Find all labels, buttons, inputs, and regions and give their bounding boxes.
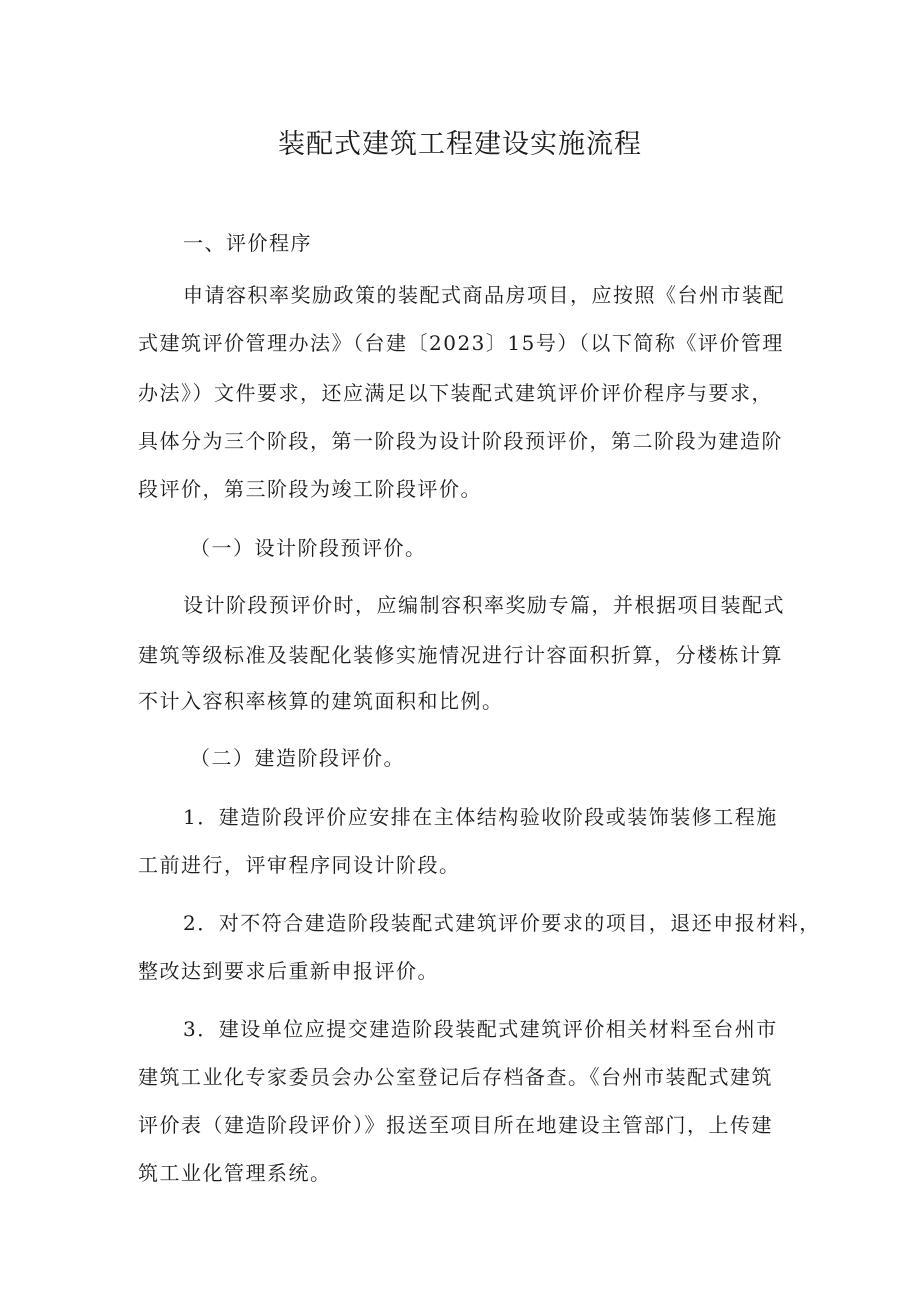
- list-item-line: 评价表（建造阶段评价）》报送至项目所在地建设主管部门，上传建: [138, 1113, 773, 1137]
- subsection-heading-design-stage: （一）设计阶段预评价。: [190, 536, 427, 560]
- list-item-line: 建筑工业化专家委员会办公室登记后存档备查。《台州市装配式建筑: [138, 1065, 773, 1089]
- document-title: 装配式建筑工程建设实施流程: [278, 129, 642, 160]
- list-item-line: 整改达到要求后重新申报评价。: [138, 959, 439, 983]
- paragraph-line: 办法》）文件要求，还应满足以下装配式建筑评价评价程序与要求，: [138, 381, 773, 405]
- list-item-line: 工前进行，评审程序同设计阶段。: [138, 853, 461, 877]
- list-item-line: 3．建设单位应提交建造阶段装配式建筑评价相关材料至台州市: [183, 1017, 778, 1041]
- paragraph-line: 不计入容积率核算的建筑面积和比例。: [138, 689, 504, 713]
- paragraph-line: 具体分为三个阶段，第一阶段为设计阶段预评价，第二阶段为建造阶: [138, 429, 783, 453]
- list-item-line: 2．对不符合建造阶段装配式建筑评价要求的项目，退还申报材料，: [183, 911, 821, 935]
- subsection-heading-construction-stage: （二）建造阶段评价。: [190, 746, 405, 770]
- paragraph-line: 建筑等级标准及装配化装修实施情况进行计容面积折算，分楼栋计算: [138, 643, 783, 667]
- paragraph-line: 设计阶段预评价时，应编制容积率奖励专篇，并根据项目装配式: [183, 593, 785, 617]
- paragraph-line: 段评价，第三阶段为竣工阶段评价。: [138, 477, 482, 501]
- list-item-line: 1．建造阶段评价应安排在主体结构验收阶段或装饰装修工程施: [183, 805, 778, 829]
- paragraph-line: 式建筑评价管理办法》（台建〔2023〕15号）（以下简称《评价管理: [138, 331, 784, 355]
- paragraph-line: 申请容积率奖励政策的装配式商品房项目，应按照《台州市装配: [183, 283, 785, 307]
- section-heading-evaluation-procedure: 一、评价程序: [183, 231, 312, 255]
- list-item-line: 筑工业化管理系统。: [138, 1161, 332, 1185]
